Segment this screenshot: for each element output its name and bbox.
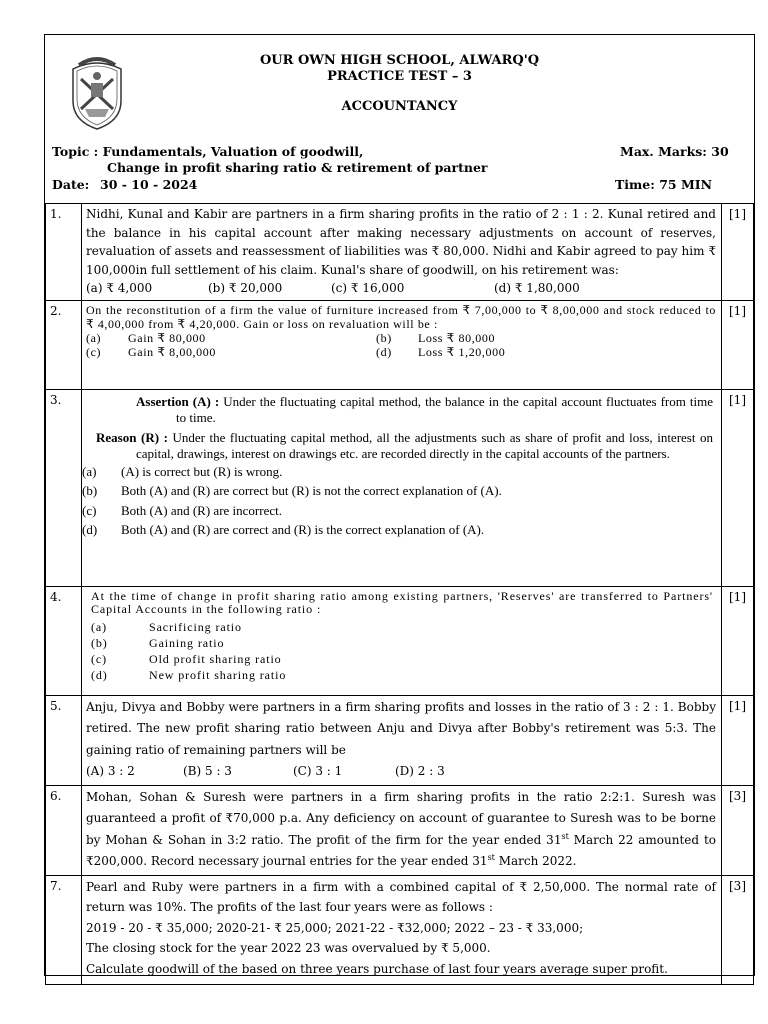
reason — [96, 430, 713, 463]
question-body — [82, 300, 722, 389]
topic-line-1: Topic : Fundamentals, Valuation of goodwill, — [52, 144, 364, 159]
question-body — [82, 204, 722, 301]
school-name: OUR OWN HIGH SCHOOL, ALWARQ'Q — [259, 53, 540, 68]
marks: [3] — [722, 875, 754, 984]
subject-name: ACCOUNTANCY — [341, 99, 458, 114]
option: (b) Loss ₹ 80,000 — [376, 330, 496, 345]
question-row — [46, 204, 754, 301]
option: (d) Loss ₹ 1,20,000 — [376, 344, 506, 359]
question-row — [46, 695, 754, 785]
option: (B) 5 : 3 — [183, 764, 232, 778]
exam-header — [45, 35, 754, 202]
marks: [3] — [722, 785, 754, 875]
question-body — [82, 389, 722, 586]
marks: [1] — [722, 586, 754, 695]
question-number: 6. — [46, 785, 82, 875]
question-body — [82, 785, 722, 875]
question-row — [46, 300, 754, 389]
question-text: On the reconstitution of a firm the value of furniture increased from ₹ 7,00,000 to ₹ 8,00,000 and stock reduced to ₹ 4,00,000 from ₹ 4,20,000. Gain or loss on revaluation will be : — [86, 302, 716, 331]
option: (a) Sacrificing ratio — [91, 619, 242, 634]
max-marks: Max. Marks: 30 — [620, 144, 729, 159]
option: (a) Gain ₹ 80,000 — [86, 330, 206, 345]
stock-line: The closing stock for the year 2022 23 was overvalued by ₹ 5,000. — [86, 941, 491, 955]
question-body — [82, 695, 722, 785]
question-number: 2. — [46, 300, 82, 389]
date-label: Date: — [52, 177, 90, 192]
question-number: 1. — [46, 204, 82, 301]
marks: [1] — [722, 389, 754, 586]
question-text: At the time of change in profit sharing ratio among existing partners, 'Reserves' are transferred to Partners' Capital Accounts in the following ratio : — [91, 588, 713, 616]
marks: [1] — [722, 300, 754, 389]
option: (D) 2 : 3 — [395, 764, 445, 778]
option: (c) ₹ 16,000 — [331, 281, 405, 295]
question-row — [46, 586, 754, 695]
question-text: Nidhi, Kunal and Kabir are partners in a firm sharing profits in the ratio of 2 : 1 : 2. Kunal retired and the balance in his capital account after making necessary adjustments on account of reserves, revaluation of assets and reassessment of liabilities was ₹ 80,000. Nidhi and Kabir agreed to pay him ₹ 100,000in full settlement of his claim. Kunal's share of goodwill, on his retirement was: — [86, 207, 716, 277]
question-number: 4. — [46, 586, 82, 695]
option: (d) New profit sharing ratio — [91, 667, 287, 682]
exam-sheet — [44, 34, 755, 976]
assertion-label: Assertion (A) : — [136, 393, 220, 409]
option: (b) Both (A) and (R) are correct but (R) is not the correct explanation of (A). — [82, 483, 502, 498]
time-limit: Time: 75 MIN — [615, 177, 713, 192]
option: (a) ₹ 4,000 — [86, 281, 153, 295]
options — [82, 464, 713, 539]
question-text: Pearl and Ruby were partners in a firm with a combined capital of ₹ 2,50,000. The normal rate of return was 10%. The profits of the last four years were as follows : — [86, 879, 716, 914]
option: (d) ₹ 1,80,000 — [494, 281, 580, 295]
option: (A) 3 : 2 — [86, 764, 135, 778]
question-body — [82, 586, 722, 695]
profits-line: 2019 - 20 - ₹ 35,000; 2020-21- ₹ 25,000; 2021-22 - ₹32,000; 2022 – 23 - ₹ 33,000; — [86, 920, 584, 935]
option: (c) Old profit sharing ratio — [91, 651, 282, 666]
question-row — [46, 389, 754, 586]
marks: [1] — [722, 204, 754, 301]
question-row — [46, 785, 754, 875]
option: (c) Gain ₹ 8,00,000 — [86, 344, 216, 359]
marks: [1] — [722, 695, 754, 785]
options — [86, 331, 716, 359]
options — [91, 619, 713, 683]
question-number: 3. — [46, 389, 82, 586]
school-block — [45, 53, 754, 115]
question-number: 7. — [46, 875, 82, 984]
topic-line-2: Change in profit sharing ratio & retirement of partner — [107, 160, 488, 175]
option: (C) 3 : 1 — [293, 764, 343, 778]
instruction-line: Calculate goodwill of the based on three years purchase of last four years average super profit. — [86, 961, 668, 976]
option: (b) Gaining ratio — [91, 635, 225, 650]
options — [86, 279, 716, 298]
question-text: Anju, Divya and Bobby were partners in a firm sharing profits and losses in the ratio of 3 : 2 : 1. Bobby retired. The new profit sharing ratio between Anju and Divya after Bobby's retirement was 5:3. The gaining ratio of remaining partners will be — [86, 699, 716, 757]
option: (a) (A) is correct but (R) is wrong. — [82, 463, 283, 479]
question-text: Mohan, Sohan & Suresh were partners in a firm sharing profits in the ratio 2:2:1. Suresh was guaranteed a profit of ₹70,000 p.a. Any deficiency on account of guarantee to Suresh was to be borne by Mohan & Sohan in 3:2 ratio. The profit of the firm for the year ended 31st March 22 amounted to ₹200,000. Record necessary journal entries for the year ended 31st March 2022. — [86, 789, 716, 868]
date-value: 30 - 10 - 2024 — [100, 177, 198, 192]
test-name: PRACTICE TEST – 3 — [327, 69, 472, 84]
reason-label: Reason (R) : — [96, 429, 168, 445]
option: (c) Both (A) and (R) are incorrect. — [82, 502, 282, 518]
reason-text: Under the fluctuating capital method, all the adjustments such as share of profit and loss, interest on capital, drawings, interest on drawings etc. are recorded directly in the capital accounts of the partners. — [136, 429, 714, 461]
options — [86, 761, 716, 783]
questions-table — [45, 203, 754, 985]
question-body — [82, 875, 722, 984]
option: (d) Both (A) and (R) are correct and (R) is the correct explanation of (A). — [82, 522, 485, 537]
option: (b) ₹ 20,000 — [208, 281, 283, 295]
assertion-text: Under the fluctuating capital method, the balance in the capital account fluctuates from time to time. — [176, 393, 714, 425]
assertion — [136, 394, 713, 427]
question-number: 5. — [46, 695, 82, 785]
question-row — [46, 875, 754, 984]
